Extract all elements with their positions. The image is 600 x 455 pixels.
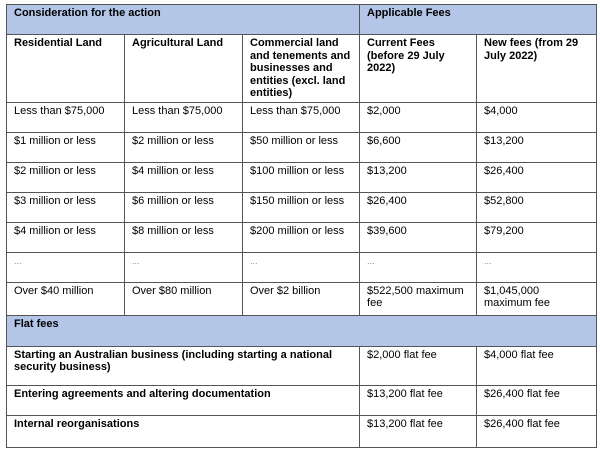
flat-fees-header-row — [7, 315, 597, 346]
column-header-row — [7, 35, 597, 103]
col-commercial: Commercial land and tenements and businesses and entities (excl. land entities) — [243, 35, 360, 103]
table-row: $3 million or less $6 million or less $150 million or less $26,400 $52,800 — [7, 192, 597, 222]
table-row: Over $40 million Over $80 million Over $2 billion $522,500 maximum fee $1,045,000 maximum fee — [7, 282, 597, 315]
consideration-header: Consideration for the action — [7, 5, 360, 35]
col-new-fees: New fees (from 29 July 2022) — [477, 35, 597, 103]
flat-fee-row: Starting an Australian business (including starting a national security business) $2,000 flat fee $4,000 flat fee — [7, 346, 597, 385]
section-header-row — [7, 5, 597, 35]
table-row: $4 million or less $8 million or less $200 million or less $39,600 $79,200 — [7, 222, 597, 252]
col-current-fees: Current Fees (before 29 July 2022) — [360, 35, 477, 103]
table-row: $2 million or less $4 million or less $100 million or less $13,200 $26,400 — [7, 162, 597, 192]
ellipsis-row: ... ... ... ... ... — [7, 252, 597, 282]
applicable-fees-header: Applicable Fees — [360, 5, 597, 35]
col-residential: Residential Land — [7, 35, 125, 103]
flat-fee-row: Entering agreements and altering documentation $13,200 flat fee $26,400 flat fee — [7, 385, 597, 415]
table-row: Less than $75,000 Less than $75,000 Less than $75,000 $2,000 $4,000 — [7, 102, 597, 132]
table-row: $1 million or less $2 million or less $50 million or less $6,600 $13,200 — [7, 132, 597, 162]
col-agricultural: Agricultural Land — [125, 35, 243, 103]
flat-fee-row: Internal reorganisations $13,200 flat fee $26,400 flat fee — [7, 415, 597, 447]
fees-table — [6, 4, 597, 448]
flat-fees-header: Flat fees — [7, 315, 597, 346]
